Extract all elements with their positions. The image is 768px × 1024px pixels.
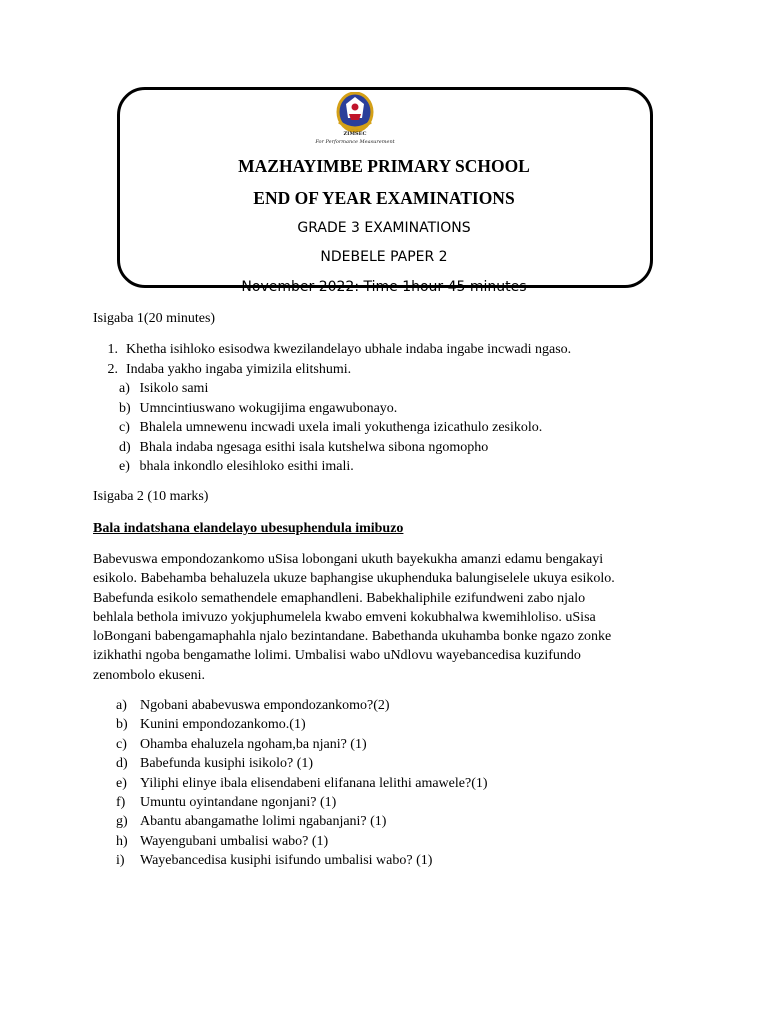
question-item: g) Abantu abangamathe lolimi ngabanjani? (1) [116, 814, 387, 830]
question-item: f) Umuntu oyintandane ngonjani? (1) [116, 794, 337, 810]
passage-line: esikolo. Babehamba behaluzela ukuze baphangise ukuphenduka balungiselele ukuya esikolo. [93, 571, 615, 587]
passage-line: loBongani babengamaphahla njalo bezintandane. Babethanda ukuhamba bonke ngazo zonke [93, 629, 612, 645]
questions-list [93, 696, 683, 871]
question-item: h) Wayengubani umbalisi wabo? (1) [116, 833, 329, 849]
sub-item: a) Isikolo sami [119, 381, 209, 396]
list-item: 2. Indaba yakho ingaba yimizila elitshumi. [107, 361, 352, 377]
question-item: c) Ohamba ehaluzela ngoham,ba njani? (1) [116, 736, 367, 752]
zimsec-logo [296, 92, 414, 146]
question-item: i) Wayebancedisa kusiphi isifundo umbalisi wabo? (1) [116, 853, 433, 869]
logo-motto: For Performance Measurement [315, 139, 395, 145]
passage [93, 550, 683, 685]
sub-item: d) Bhala indaba ngesaga esithi isala kutshelwa sibona ngomopho [119, 439, 489, 455]
passage-line: zenombolo ekuseni. [93, 667, 205, 683]
logo-label: ZIMSEC [343, 131, 367, 137]
sub-list [93, 379, 683, 477]
question-item: e) Yiliphi elinye ibala elisendabeni elifanana lelithi amawele?(1) [116, 775, 488, 791]
sub-item: e) bhala inkondlo elesihloko esithi imali. [119, 459, 354, 474]
question-item: a) Ngobani ababevuswa empondozankomo?(2) [116, 698, 390, 713]
passage-line: Babefunda esikolo semathendele emaphandleni. Babekhaliphile ezifundweni zabo njalo [93, 590, 586, 606]
passage-line: izikhathi ngoba bengamathe lolimi. Umbalisi wabo uNdlovu wayebancedisa kuzifundo [93, 648, 581, 664]
passage-line: Babevuswa empondozankomo uSisa lobongani ukuth bayekukha amanzi edamu bengakayi [93, 552, 604, 567]
question-item: d) Babefunda kusiphi isikolo? (1) [116, 756, 314, 772]
paper-title: NDEBELE PAPER 2 [320, 249, 448, 265]
question-item: b) Kunini empondozankomo.(1) [116, 717, 306, 733]
sub-item: b) Umncintiuswano wokugijima engawubonayo. [119, 400, 398, 416]
passage-heading: Bala indatshana elandelayo ubesuphendula imibuzo [93, 521, 404, 536]
section1-title: Isigaba 1(20 minutes) [93, 311, 216, 326]
section1-list [93, 340, 683, 477]
exam-title: END OF YEAR EXAMINATIONS [253, 188, 515, 208]
sub-item: c) Bhalela umnewenu incwadi uxela imali yokuthenga izicathulo zesikolo. [119, 420, 543, 435]
grade-title: GRADE 3 EXAMINATIONS [297, 220, 471, 236]
school-name: MAZHAYIMBE PRIMARY SCHOOL [238, 156, 530, 176]
time-info: November 2022: Time 1hour 45 minutes [241, 279, 527, 295]
passage-line: behlala bethola imivuzo yokjuphumelela kwabo emveni kokubhalwa kwemihloliso. uSisa [93, 609, 596, 625]
section2-title: Isigaba 2 (10 marks) [93, 489, 209, 504]
list-item: 1. Khetha isihloko esisodwa kwezilandelayo ubhale indaba ingabe incwadi ngaso. [107, 342, 572, 357]
